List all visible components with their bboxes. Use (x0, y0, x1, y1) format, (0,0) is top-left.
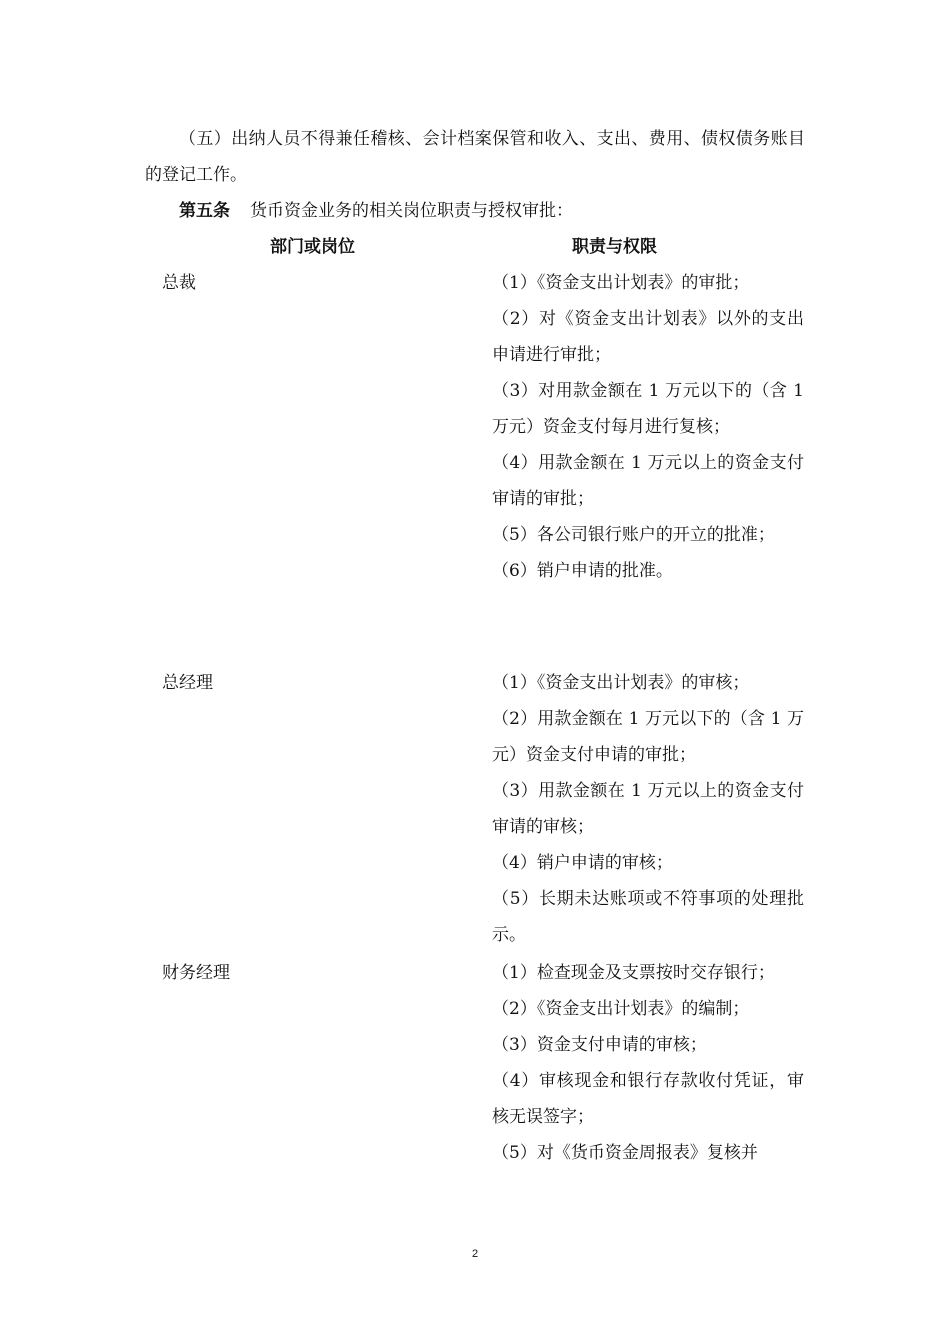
page-number: 2 (471, 1248, 479, 1260)
duty-item: （5）对《货币资金周报表》复核并 (492, 1143, 758, 1163)
article-heading (179, 193, 573, 229)
duties-finance-manager (492, 955, 804, 1171)
article-number: 第五条 (179, 201, 230, 221)
duties-general-manager (492, 665, 804, 953)
duty-item: （2）对《资金支出计划表》以外的支出申请进行审批； (492, 309, 804, 365)
duty-item: （3）资金支付申请的审核； (492, 1035, 707, 1055)
duty-item: （4）用款金额在 1 万元以上的资金支付审请的审批； (492, 453, 804, 509)
table-header-duties: 职责与权限 (572, 237, 657, 257)
dept-general-manager: 总经理 (162, 673, 213, 693)
dept-finance-manager: 财务经理 (162, 963, 230, 983)
duty-item: （2）用款金额在 1 万元以下的（含 1 万元）资金支付申请的审批； (492, 709, 804, 765)
duties-president (492, 265, 804, 589)
duty-item: （1）《资金支出计划表》的审核； (492, 673, 750, 693)
duty-item: （4）销户申请的审核； (492, 853, 673, 873)
intro-paragraph: （五）出纳人员不得兼任稽核、会计档案保管和收入、支出、费用、债权债务账目的登记工作。 (145, 129, 805, 185)
table-header-dept: 部门或岗位 (270, 237, 355, 257)
duty-item: （3）用款金额在 1 万元以上的资金支付审请的审核； (492, 781, 804, 837)
duty-item: （5）长期未达账项或不符事项的处理批示。 (492, 889, 804, 945)
duty-item: （2）《资金支出计划表》的编制； (492, 999, 750, 1019)
duty-item: （6）销户申请的批准。 (492, 561, 673, 581)
duty-item: （1）检查现金及支票按时交存银行； (492, 963, 775, 983)
article-text: 货币资金业务的相关岗位职责与授权审批： (250, 201, 573, 221)
duty-item: （1）《资金支出计划表》的审批； (492, 273, 750, 293)
duty-item: （3）对用款金额在 1 万元以下的（含 1 万元）资金支付每月进行复核； (492, 381, 804, 437)
duty-item: （4）审核现金和银行存款收付凭证，审核无误签字； (492, 1071, 804, 1127)
duty-item: （5）各公司银行账户的开立的批准； (492, 525, 775, 545)
dept-president: 总裁 (162, 273, 196, 293)
